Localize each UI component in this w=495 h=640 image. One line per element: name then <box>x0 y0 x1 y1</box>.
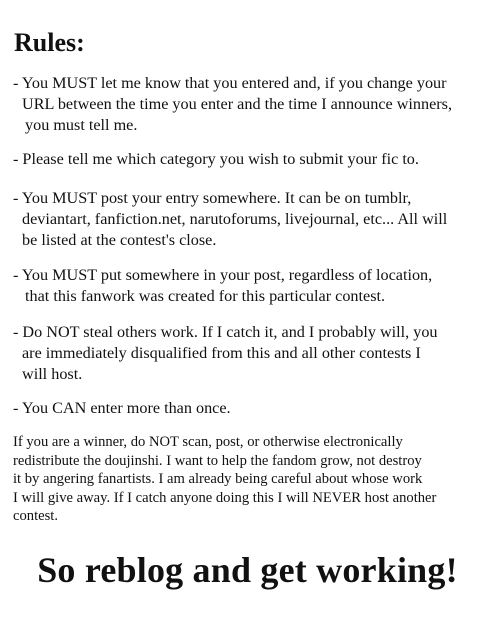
closing-paragraph <box>13 433 488 526</box>
rule-category <box>13 149 488 170</box>
closing-line: contest. <box>13 508 58 524</box>
call-to-action: So reblog and get working! <box>37 550 458 590</box>
rule-notify-entry <box>13 73 488 136</box>
rule-line: - You CAN enter more than once. <box>13 399 231 417</box>
rule-line: - You MUST let me know that you entered and, if you change your <box>13 74 447 92</box>
closing-line: it by angering fanartists. I am already being careful about whose work <box>13 471 423 487</box>
rule-post-entry <box>13 188 488 251</box>
page-title: Rules: <box>14 28 85 57</box>
rule-line: deviantart, fanfiction.net, narutoforums, livejournal, etc... All will <box>22 210 448 228</box>
rule-line: - Do NOT steal others work. If I catch it, and I probably will, you <box>13 323 438 341</box>
rule-line: - You MUST put somewhere in your post, regardless of location, <box>13 266 433 284</box>
rule-line: - You MUST post your entry somewhere. It can be on tumblr, <box>13 189 412 207</box>
closing-line: If you are a winner, do NOT scan, post, or otherwise electronically <box>13 434 403 450</box>
rule-mention-contest <box>13 265 488 307</box>
rule-line: are immediately disqualified from this and all other contests I <box>22 344 421 362</box>
rule-no-stealing <box>13 322 488 385</box>
rule-line: URL between the time you enter and the time I announce winners, <box>22 95 453 113</box>
rule-line: - Please tell me which category you wish to submit your fic to. <box>13 150 419 168</box>
rule-line: you must tell me. <box>25 116 138 134</box>
rule-line: will host. <box>22 365 83 383</box>
rule-line: that this fanwork was created for this particular contest. <box>25 287 386 305</box>
rule-multiple-entries <box>13 398 488 419</box>
rule-line: be listed at the contest's close. <box>22 231 217 249</box>
closing-line: I will give away. If I catch anyone doing this I will NEVER host another <box>13 489 437 506</box>
closing-line: redistribute the doujinshi. I want to help the fandom grow, not destroy <box>13 452 422 469</box>
